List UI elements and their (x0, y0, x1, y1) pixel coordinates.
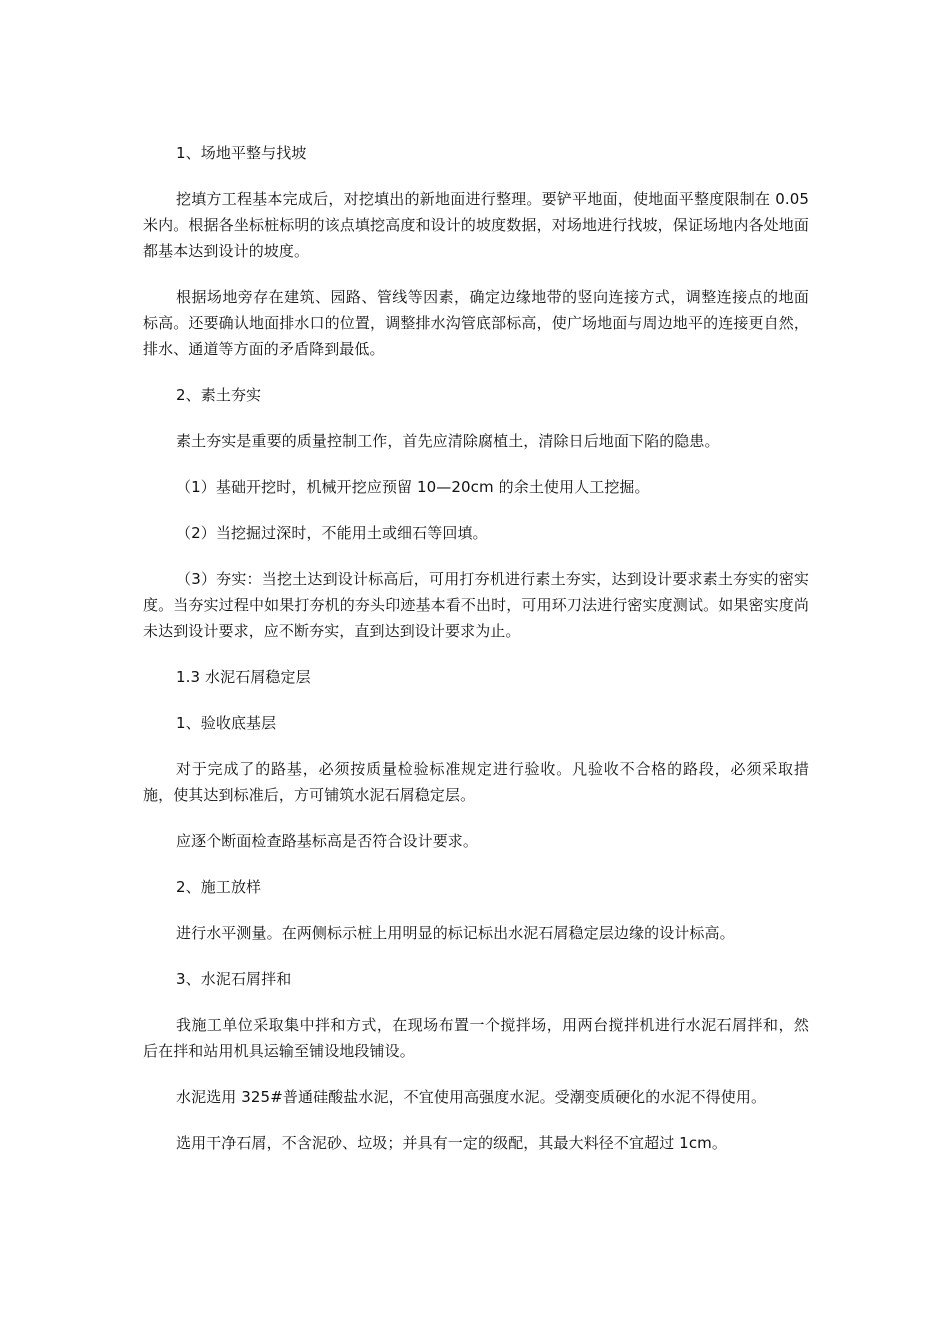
list-item-tamping: （3）夯实：当挖土达到设计标高后，可用打夯机进行素土夯实，达到设计要求素土夯实的密实度。当夯实过程中如果打夯机的夯头印迹基本看不出时，可用环刀法进行密实度测试。如果密实度尚未达到设计要求，应不断夯实，直到达到设计要求为止。 (143, 570, 809, 640)
paragraph-leveling-slope: 挖填方工程基本完成后，对挖填出的新地面进行整理。要铲平地面，使地面平整度限制在 0.05 米内。根据各坐标桩标明的该点填挖高度和设计的坡度数据，对场地进行找坡，保证场地内各处地面都基本达到设计的坡度。 (143, 190, 809, 260)
paragraph-edge-connection: 根据场地旁存在建筑、园路、管线等因素，确定边缘地带的竖向连接方式，调整连接点的地面标高。还要确认地面排水口的位置，调整排水沟管底部标高，使广场地面与周边地平的连接更自然，排水、通道等方面的矛盾降到最低。 (143, 288, 809, 358)
subsection-heading-staking: 2、施工放样 (176, 878, 262, 896)
document-body (143, 140, 809, 1176)
paragraph-compaction-intro: 素土夯实是重要的质量控制工作，首先应清除腐植土，清除日后地面下陷的隐患。 (176, 432, 720, 450)
subsection-heading-acceptance: 1、验收底基层 (176, 714, 277, 732)
paragraph-mixing: 我施工单位采取集中拌和方式，在现场布置一个搅拌场，用两台搅拌机进行水泥石屑拌和，然后在拌和站用机具运输至铺设地段铺设。 (143, 1016, 809, 1060)
paragraph-cement: 水泥选用 325#普通硅酸盐水泥，不宜使用高强度水泥。受潮变质硬化的水泥不得使用。 (176, 1088, 767, 1106)
paragraph-acceptance: 对于完成了的路基，必须按质量检验标准规定进行验收。凡验收不合格的路段，必须采取措施，使其达到标准后，方可铺筑水泥石屑稳定层。 (143, 760, 809, 804)
section-heading-site-leveling: 1、场地平整与找坡 (176, 144, 307, 162)
section-heading-soil-compaction: 2、素土夯实 (176, 386, 262, 404)
paragraph-stone-chips: 选用干净石屑，不含泥砂、垃圾；并具有一定的级配，其最大料径不宜超过 1cm。 (176, 1134, 727, 1152)
list-item-excavation: （1）基础开挖时，机械开挖应预留 10—20cm 的余土使用人工挖掘。 (176, 478, 650, 496)
subsection-heading-mixing: 3、水泥石屑拌和 (176, 970, 292, 988)
paragraph-staking: 进行水平测量。在两侧标示桩上用明显的标记标出水泥石屑稳定层边缘的设计标高。 (176, 924, 735, 942)
list-item-overdig: （2）当挖掘过深时，不能用土或细石等回填。 (176, 524, 488, 542)
paragraph-section-check: 应逐个断面检查路基标高是否符合设计要求。 (176, 832, 479, 850)
section-heading-cement-stone-layer: 1.3 水泥石屑稳定层 (176, 668, 311, 686)
